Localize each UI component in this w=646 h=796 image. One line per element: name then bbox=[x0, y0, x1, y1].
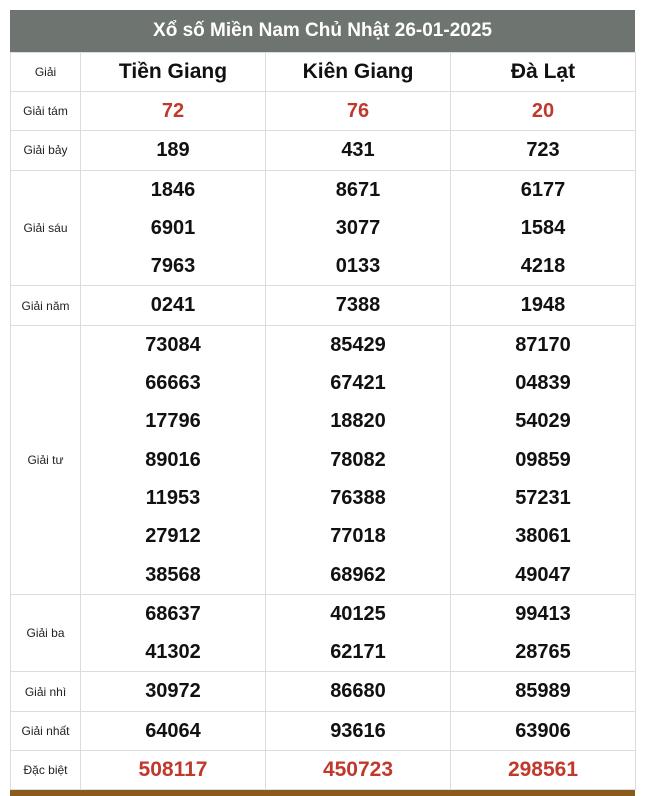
winning-number: 41302 bbox=[145, 641, 201, 664]
winning-number: 7388 bbox=[335, 294, 381, 317]
prize-cell bbox=[451, 594, 636, 672]
winning-number: 49047 bbox=[515, 563, 571, 586]
winning-number: 431 bbox=[341, 139, 375, 162]
prize-cell bbox=[451, 711, 636, 750]
winning-number: 99413 bbox=[515, 602, 571, 625]
prize-cell bbox=[451, 751, 636, 790]
lottery-results bbox=[10, 10, 635, 796]
prize-cell bbox=[451, 325, 636, 594]
header-row bbox=[11, 53, 636, 92]
winning-number: 11953 bbox=[145, 486, 201, 509]
prize-row-giai-nam bbox=[11, 286, 636, 325]
winning-number: 04839 bbox=[515, 372, 571, 395]
winning-number: 85989 bbox=[515, 680, 571, 703]
winning-number: 189 bbox=[156, 139, 190, 162]
winning-number: 73084 bbox=[145, 333, 201, 356]
prize-cell bbox=[81, 170, 266, 286]
page-title: Xổ số Miền Nam Chủ Nhật 26-01-2025 bbox=[10, 10, 635, 52]
winning-number: 6177 bbox=[520, 178, 566, 201]
winning-number: 77018 bbox=[330, 525, 386, 548]
prize-label: Giải nhất bbox=[11, 711, 81, 750]
winning-number: 76388 bbox=[330, 486, 386, 509]
prize-row-giai-nhi bbox=[11, 672, 636, 711]
prize-cell bbox=[266, 672, 451, 711]
winning-number: 64064 bbox=[145, 719, 201, 742]
winning-number: 54029 bbox=[515, 410, 571, 433]
prize-cell bbox=[266, 711, 451, 750]
prize-cell bbox=[451, 286, 636, 325]
winning-number: 57231 bbox=[515, 486, 571, 509]
prize-row-giai-sau bbox=[11, 170, 636, 286]
province-header-da-lat[interactable]: Đà Lạt bbox=[451, 53, 636, 92]
prize-cell bbox=[451, 131, 636, 170]
prize-cell bbox=[451, 170, 636, 286]
prize-cell bbox=[266, 170, 451, 286]
prize-cell bbox=[81, 131, 266, 170]
winning-number: 62171 bbox=[330, 641, 386, 664]
winning-number: 20 bbox=[531, 100, 555, 122]
prize-label: Giải sáu bbox=[11, 170, 81, 286]
prize-cell bbox=[266, 594, 451, 672]
winning-number: 1584 bbox=[520, 216, 566, 239]
winning-number: 28765 bbox=[515, 641, 571, 664]
winning-number: 508117 bbox=[138, 758, 208, 782]
winning-number: 09859 bbox=[515, 448, 571, 471]
prize-cell bbox=[451, 92, 636, 131]
winning-number: 0241 bbox=[150, 294, 196, 317]
winning-number: 66663 bbox=[145, 372, 201, 395]
prize-label: Giải tám bbox=[11, 92, 81, 131]
province-header-kien-giang[interactable]: Kiên Giang bbox=[266, 53, 451, 92]
prize-label: Đặc biệt bbox=[11, 751, 81, 790]
winning-number: 86680 bbox=[330, 680, 386, 703]
prize-cell bbox=[451, 672, 636, 711]
winning-number: 6901 bbox=[150, 216, 196, 239]
prize-column-header: Giải bbox=[11, 53, 81, 92]
winning-number: 89016 bbox=[145, 448, 201, 471]
winning-number: 1846 bbox=[150, 178, 196, 201]
winning-number: 30972 bbox=[145, 680, 201, 703]
winning-number: 17796 bbox=[145, 410, 201, 433]
prize-row-giai-ba bbox=[11, 594, 636, 672]
prize-cell bbox=[81, 711, 266, 750]
prize-cell bbox=[81, 286, 266, 325]
winning-number: 87170 bbox=[515, 333, 571, 356]
winning-number: 72 bbox=[161, 100, 185, 122]
prize-row-giai-tu bbox=[11, 325, 636, 594]
prize-label: Giải bảy bbox=[11, 131, 81, 170]
province-header-tien-giang[interactable]: Tiền Giang bbox=[81, 53, 266, 92]
prize-cell bbox=[81, 672, 266, 711]
prize-label: Giải ba bbox=[11, 594, 81, 672]
prize-cell bbox=[266, 286, 451, 325]
winning-number: 78082 bbox=[330, 448, 386, 471]
prize-row-giai-tam bbox=[11, 92, 636, 131]
winning-number: 63906 bbox=[515, 719, 571, 742]
winning-number: 298561 bbox=[507, 758, 579, 782]
prize-row-giai-nhat bbox=[11, 711, 636, 750]
winning-number: 7963 bbox=[150, 255, 196, 278]
winning-number: 0133 bbox=[335, 255, 381, 278]
prize-label: Giải nhì bbox=[11, 672, 81, 711]
winning-number: 68962 bbox=[330, 563, 386, 586]
prize-label: Giải năm bbox=[11, 286, 81, 325]
prize-cell bbox=[81, 594, 266, 672]
prize-cell bbox=[81, 325, 266, 594]
winning-number: 38568 bbox=[145, 563, 201, 586]
winning-number: 723 bbox=[526, 139, 560, 162]
winning-number: 27912 bbox=[145, 525, 201, 548]
prize-cell bbox=[266, 751, 451, 790]
winning-number: 38061 bbox=[515, 525, 571, 548]
winning-number: 85429 bbox=[330, 333, 386, 356]
prize-label: Giải tư bbox=[11, 325, 81, 594]
results-table bbox=[10, 52, 636, 790]
prize-cell bbox=[266, 325, 451, 594]
winning-number: 40125 bbox=[330, 602, 386, 625]
prize-cell bbox=[81, 751, 266, 790]
winning-number: 68637 bbox=[145, 602, 201, 625]
prize-cell bbox=[266, 131, 451, 170]
winning-number: 1948 bbox=[520, 294, 566, 317]
prize-cell bbox=[81, 92, 266, 131]
winning-number: 18820 bbox=[330, 410, 386, 433]
winning-number: 67421 bbox=[330, 372, 386, 395]
prize-cell bbox=[266, 92, 451, 131]
prize-row-dac-biet bbox=[11, 751, 636, 790]
winning-number: 76 bbox=[346, 100, 370, 122]
bottom-divider bbox=[10, 790, 635, 796]
winning-number: 450723 bbox=[322, 758, 394, 782]
winning-number: 4218 bbox=[520, 255, 566, 278]
winning-number: 3077 bbox=[335, 216, 381, 239]
prize-row-giai-bay bbox=[11, 131, 636, 170]
winning-number: 93616 bbox=[330, 719, 386, 742]
winning-number: 8671 bbox=[335, 178, 381, 201]
